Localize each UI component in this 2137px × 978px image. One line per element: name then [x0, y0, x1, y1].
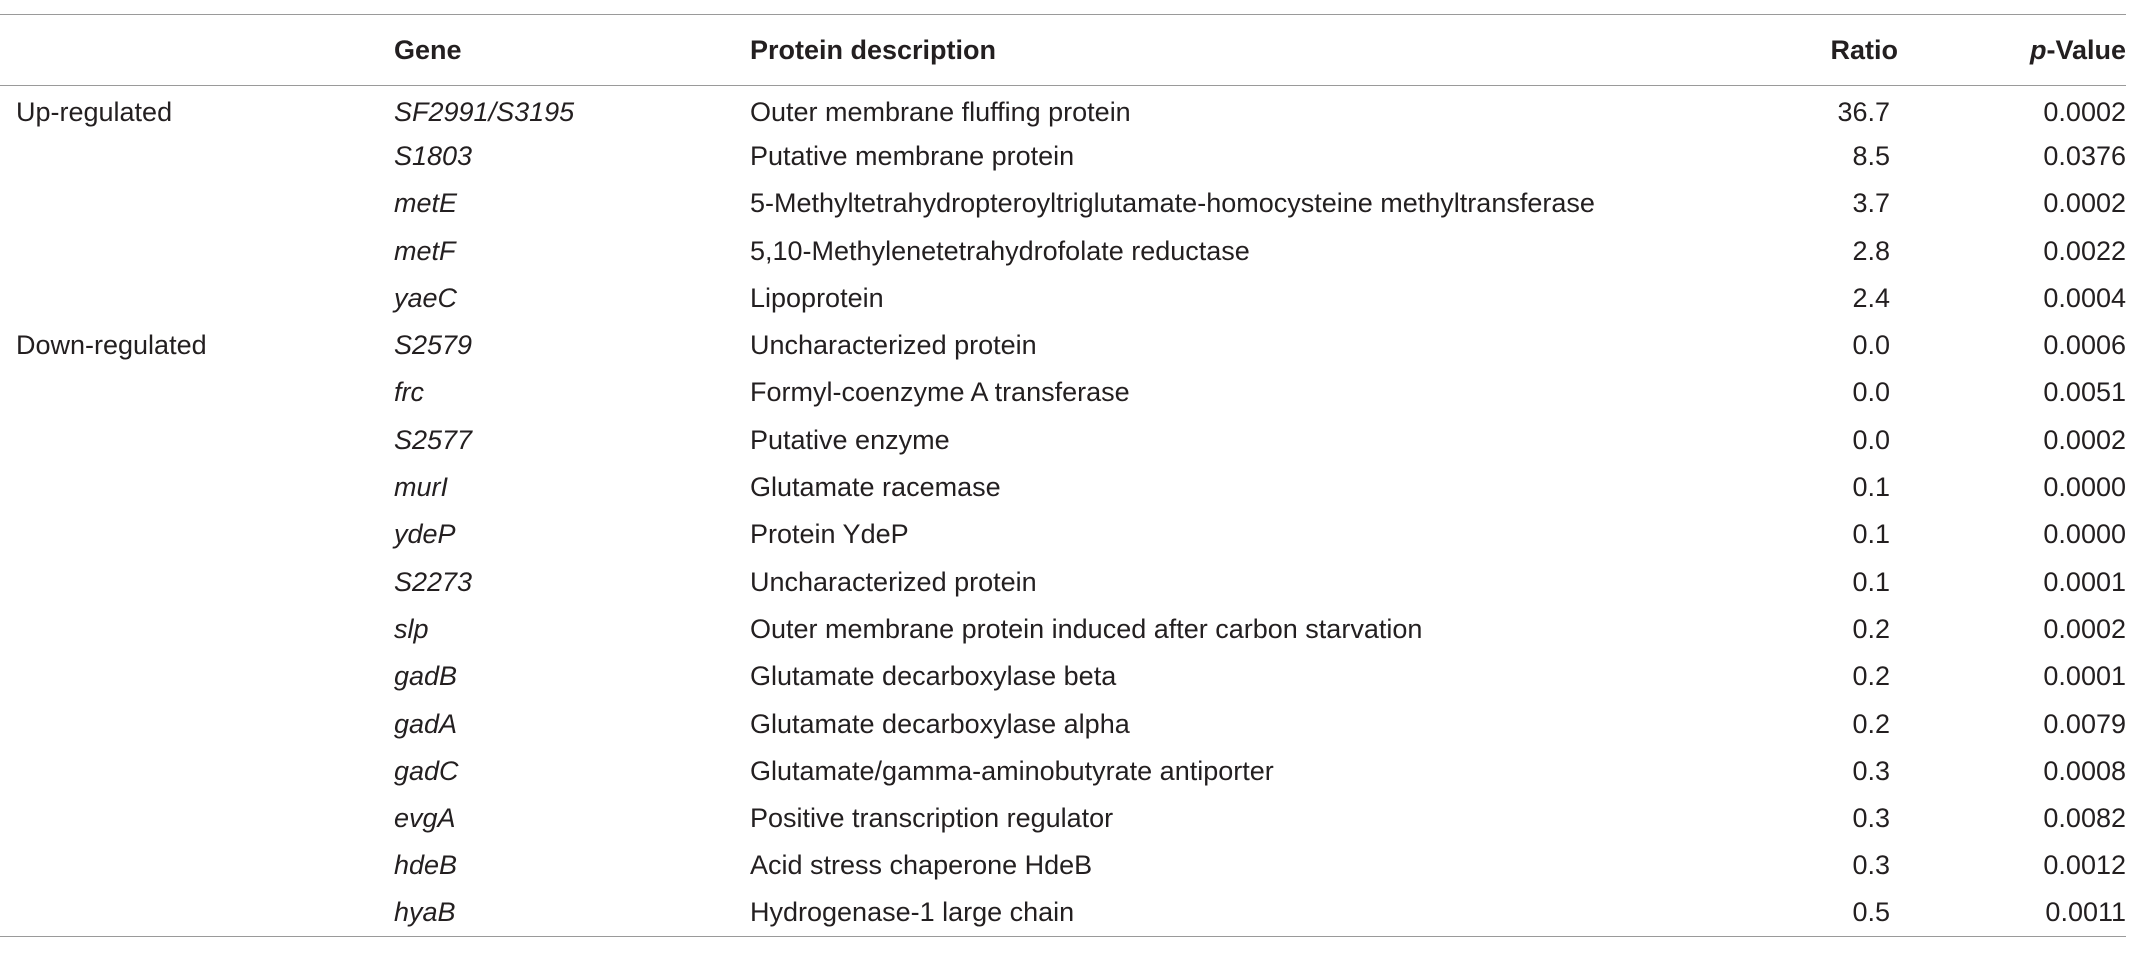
group-cell: [0, 464, 394, 511]
group-cell: Up-regulated: [16, 96, 173, 127]
ratio-cell: 0.2: [1852, 613, 1890, 644]
description-cell: Glutamate/gamma-aminobutyrate antiporter: [750, 755, 1274, 786]
table-row: [0, 653, 2126, 700]
p-value-cell: 0.0022: [2043, 235, 2126, 266]
table-row: [0, 890, 2126, 937]
gene-cell: metF: [394, 235, 456, 266]
ratio-cell: 0.2: [1852, 661, 1890, 692]
gene-cell: evgA: [394, 803, 456, 834]
p-value-cell: 0.0008: [2043, 755, 2126, 786]
ratio-cell: 0.3: [1852, 755, 1890, 786]
ratio-cell: 0.1: [1852, 472, 1890, 503]
table-row: [0, 86, 2126, 133]
group-cell: Down-regulated: [16, 330, 207, 361]
table-header: [0, 15, 2126, 86]
p-value-cell: 0.0002: [2043, 613, 2126, 644]
table-row: [0, 369, 2126, 416]
header-p-value-prefix: p: [2029, 34, 2047, 65]
table-row: [0, 700, 2126, 747]
group-cell: [0, 842, 394, 889]
table-row: [0, 227, 2126, 274]
p-value-cell: 0.0004: [2043, 282, 2126, 313]
ratio-cell: 0.1: [1852, 566, 1890, 597]
gene-cell: gadB: [394, 661, 458, 692]
p-value-cell: 0.0001: [2043, 661, 2126, 692]
group-cell: [0, 890, 394, 937]
gene-cell: S1803: [394, 140, 473, 171]
table-row: [0, 748, 2126, 795]
description-cell: Lipoprotein: [750, 282, 884, 313]
gene-cell: S2579: [394, 330, 473, 361]
table-row: [0, 133, 2126, 180]
table-row: [0, 322, 2126, 369]
table-row: [0, 511, 2126, 558]
table-row: [0, 180, 2126, 227]
gene-cell: hdeB: [394, 850, 458, 881]
p-value-cell: 0.0000: [2043, 472, 2126, 503]
gene-cell: frc: [394, 377, 424, 408]
group-cell: [0, 180, 394, 227]
gene-cell: murI: [394, 472, 448, 503]
gene-cell: yaeC: [394, 282, 458, 313]
description-cell: Acid stress chaperone HdeB: [750, 850, 1093, 881]
gene-cell: gadC: [394, 755, 459, 786]
p-value-cell: 0.0012: [2043, 850, 2126, 881]
p-value-cell: 0.0002: [2043, 96, 2126, 127]
p-value-cell: 0.0000: [2043, 519, 2126, 550]
gene-cell: metE: [394, 188, 458, 219]
group-cell: [0, 511, 394, 558]
group-cell: [0, 417, 394, 464]
group-cell: [0, 227, 394, 274]
description-cell: Glutamate decarboxylase beta: [750, 661, 1117, 692]
group-cell: [0, 606, 394, 653]
description-cell: Outer membrane fluffing protein: [750, 96, 1131, 127]
group-cell: [0, 133, 394, 180]
ratio-cell: 0.3: [1852, 850, 1890, 881]
table-body: [0, 86, 2126, 937]
table-row: [0, 275, 2126, 322]
ratio-cell: 3.7: [1852, 188, 1890, 219]
ratio-cell: 0.3: [1852, 803, 1890, 834]
header-row: [0, 15, 2126, 86]
p-value-cell: 0.0011: [1956, 890, 2126, 937]
description-cell: Putative membrane protein: [750, 140, 1075, 171]
description-cell: Formyl-coenzyme A transferase: [750, 377, 1130, 408]
ratio-cell: 36.7: [1837, 96, 1890, 127]
table-row: [0, 464, 2126, 511]
group-cell: [0, 795, 394, 842]
header-group: [0, 15, 394, 86]
description-cell: Protein YdeP: [750, 519, 909, 550]
table-row: [0, 606, 2126, 653]
p-value-cell: 0.0002: [2043, 188, 2126, 219]
description-cell: Positive transcription regulator: [750, 803, 1114, 834]
ratio-cell: 0.2: [1852, 708, 1890, 739]
description-cell: Uncharacterized protein: [750, 566, 1037, 597]
p-value-cell: 0.0002: [2043, 424, 2126, 455]
description-cell: Outer membrane protein induced after carbon starvation: [750, 613, 1423, 644]
ratio-cell: 0.0: [1852, 377, 1890, 408]
group-cell: [0, 275, 394, 322]
group-cell: [0, 748, 394, 795]
description-cell: Glutamate decarboxylase alpha: [750, 708, 1130, 739]
description-cell: Putative enzyme: [750, 424, 950, 455]
table-row: [0, 558, 2126, 605]
ratio-cell: 0.0: [1852, 330, 1890, 361]
ratio-cell: 0.1: [1852, 519, 1890, 550]
table-row: [0, 842, 2126, 889]
gene-cell: SF2991/S3195: [394, 96, 575, 127]
p-value-cell: 0.0082: [2043, 803, 2126, 834]
group-cell: [0, 558, 394, 605]
p-value-cell: 0.0001: [2043, 566, 2126, 597]
description-cell: Hydrogenase-1 large chain: [750, 890, 1730, 937]
p-value-cell: 0.0006: [2043, 330, 2126, 361]
header-protein-description: Protein description: [750, 15, 1730, 86]
gene-cell: ydeP: [394, 519, 456, 550]
description-cell: Glutamate racemase: [750, 472, 1001, 503]
description-cell: Uncharacterized protein: [750, 330, 1037, 361]
group-cell: [0, 700, 394, 747]
gene-cell: gadA: [394, 708, 458, 739]
header-ratio: Ratio: [1730, 15, 1956, 86]
table-row: [0, 795, 2126, 842]
ratio-cell: 0.5: [1730, 890, 1956, 937]
gene-cell: hyaB: [394, 890, 750, 937]
ratio-cell: 2.4: [1852, 282, 1890, 313]
header-p-value: [1956, 15, 2126, 86]
header-gene: Gene: [394, 15, 750, 86]
gene-cell: slp: [394, 613, 429, 644]
p-value-cell: 0.0079: [2043, 708, 2126, 739]
gene-cell: S2577: [394, 424, 473, 455]
p-value-cell: 0.0051: [2043, 377, 2126, 408]
gene-cell: S2273: [394, 566, 473, 597]
description-cell: 5,10-Methylenetetrahydrofolate reductase: [750, 235, 1250, 266]
group-cell: [0, 369, 394, 416]
gene-regulation-table: [0, 14, 2126, 937]
group-cell: [0, 653, 394, 700]
ratio-cell: 8.5: [1852, 140, 1890, 171]
ratio-cell: 0.0: [1852, 424, 1890, 455]
p-value-cell: 0.0376: [2043, 140, 2126, 171]
ratio-cell: 2.8: [1852, 235, 1890, 266]
table-row: [0, 417, 2126, 464]
description-cell: 5-Methyltetrahydropteroyltriglutamate-homocysteine methyltransferase: [750, 188, 1595, 219]
header-p-value-suffix: -Value: [2046, 34, 2126, 65]
